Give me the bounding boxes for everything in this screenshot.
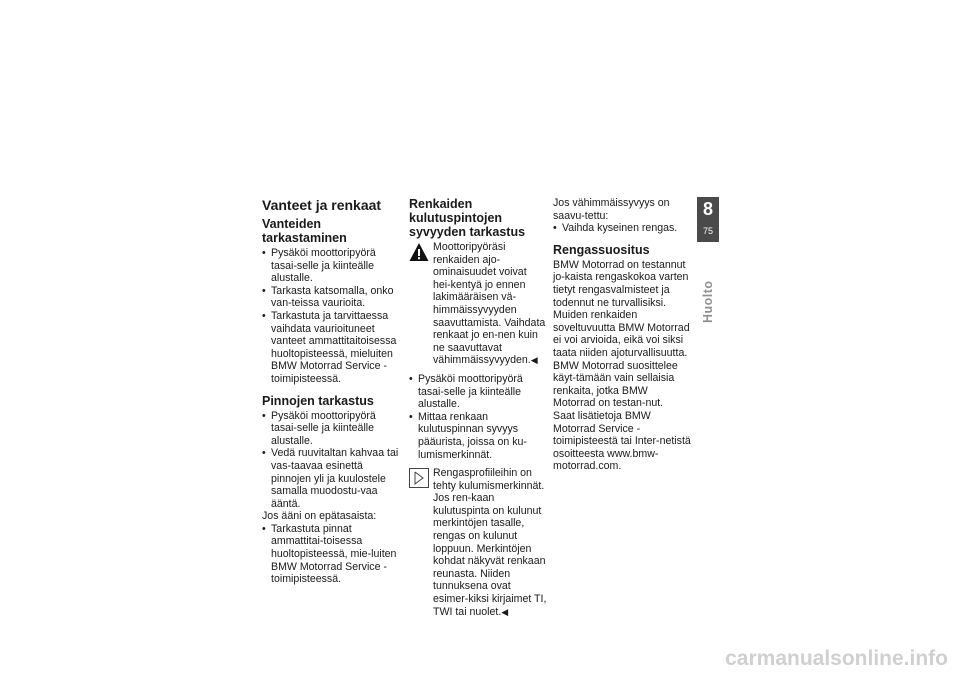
paragraph: Saat lisätietoja BMW Motorrad Service -toimipisteestä tai Inter-netistä osoitteesta www.bmw-motorrad.com. — [553, 409, 691, 473]
list-item: • Pysäköi moottoripyörä tasai-selle ja kiinteälle alustalle. — [409, 373, 547, 411]
warning-text: Moottoripyöräsi renkaiden ajo-ominaisuudet voivat hei-kentyä jo ennen lakimääräisen vä-himmäissyvyyden saavuttamista. Vaihdata renkaat jo en-nen kuin ne saavuttavat vähimmäissyvyyden. — [433, 241, 546, 367]
list-item: • Mittaa renkaan kulutuspinnan syvyys pääurista, joissa on ku-lumismerkinnät. — [409, 411, 547, 461]
list-item: • Vedä ruuvitaltan kahvaa tai vas-taavaa esinettä pinnojen yli ja kuulostele samalla muodostu-vaa ääntä. — [262, 447, 400, 510]
chapter-tab — [697, 197, 719, 242]
paragraph: BMW Motorrad suosittelee käyt-tämään vain sellaisia renkaita, jotka BMW Motorrad on testan-nut. — [553, 359, 678, 410]
column-3 — [553, 197, 691, 473]
list-item: • Tarkastuta pinnat ammattitai-toisessa huoltopisteessä, mie-luiten BMW Motorrad Service -toimipisteessä. — [262, 523, 400, 586]
watermark: carmanualsonline.info — [725, 647, 948, 670]
note-text: Rengasprofiileihin on tehty kulumismerkinnät. Jos ren-kaan kulutuspinta on kulunut merkintöjen tasalle, rengas on kulunut loppuun. Merkintöjen kohdat näkyvät renkaan reunasta. Niiden tunnuksena ovat esimer-kiksi kirjaimet TI, TWI tai nuolet. — [433, 467, 547, 618]
page-title: Vanteet ja renkaat — [262, 197, 382, 213]
spoke-check-steps — [262, 410, 400, 511]
list-item: • Pysäköi moottoripyörä tasai-selle ja kiinteälle alustalle. — [262, 247, 400, 285]
chapter-number: 8 — [702, 199, 713, 219]
list-item: • Vaihda kyseinen rengas. — [553, 222, 691, 235]
page-number: 75 — [702, 226, 713, 236]
paragraph: BMW Motorrad on testannut jo-kaista rengaskokoa varten tietyt rengasvalmisteet ja todennut ne turvallisiksi. Muiden renkaiden soveltuvuutta BMW Motorrad ei voi arvioida, eikä voi siksi taata niiden ajoturvallisuutta. — [553, 258, 690, 359]
section-heading-spoke-check: Pinnojen tarkastus — [262, 393, 374, 408]
tread-depth-steps — [409, 373, 547, 461]
spoke-check-followup — [262, 523, 400, 586]
end-mark: ◀ — [530, 355, 538, 366]
section-heading-tread-depth: Renkaiden kulutuspintojen syvyyden tarkastus — [409, 197, 526, 239]
list-item: • Tarkastuta ja tarvittaessa vaihdata vaurioituneet vanteet ammattitaitoisessa huoltopisteessä, mieluiten BMW Motorrad Service -toimipisteessä. — [262, 310, 400, 386]
replace-steps — [553, 222, 691, 235]
note-arrow-icon — [409, 468, 429, 488]
chapter-label: Huolto — [701, 280, 715, 323]
condition-text: Jos ääni on epätasaista: — [262, 510, 377, 523]
column-2 — [409, 197, 547, 618]
rim-check-steps — [262, 247, 400, 386]
list-item: • Tarkasta katsomalla, onko van-teissa vaurioita. — [262, 285, 400, 310]
intro-text: Jos vähimmäissyvyys on saavu-tettu: — [553, 197, 670, 222]
note-block — [409, 467, 547, 618]
column-1 — [262, 197, 400, 586]
list-item: • Pysäköi moottoripyörä tasai-selle ja kiinteälle alustalle. — [262, 410, 400, 448]
warning-triangle-icon — [409, 242, 429, 262]
warning-block — [409, 241, 547, 367]
section-heading-tyre-recommendation: Rengassuositus — [553, 242, 650, 257]
end-mark: ◀ — [501, 606, 509, 617]
section-heading-rim-check: Vanteiden tarkastaminen — [262, 217, 347, 245]
